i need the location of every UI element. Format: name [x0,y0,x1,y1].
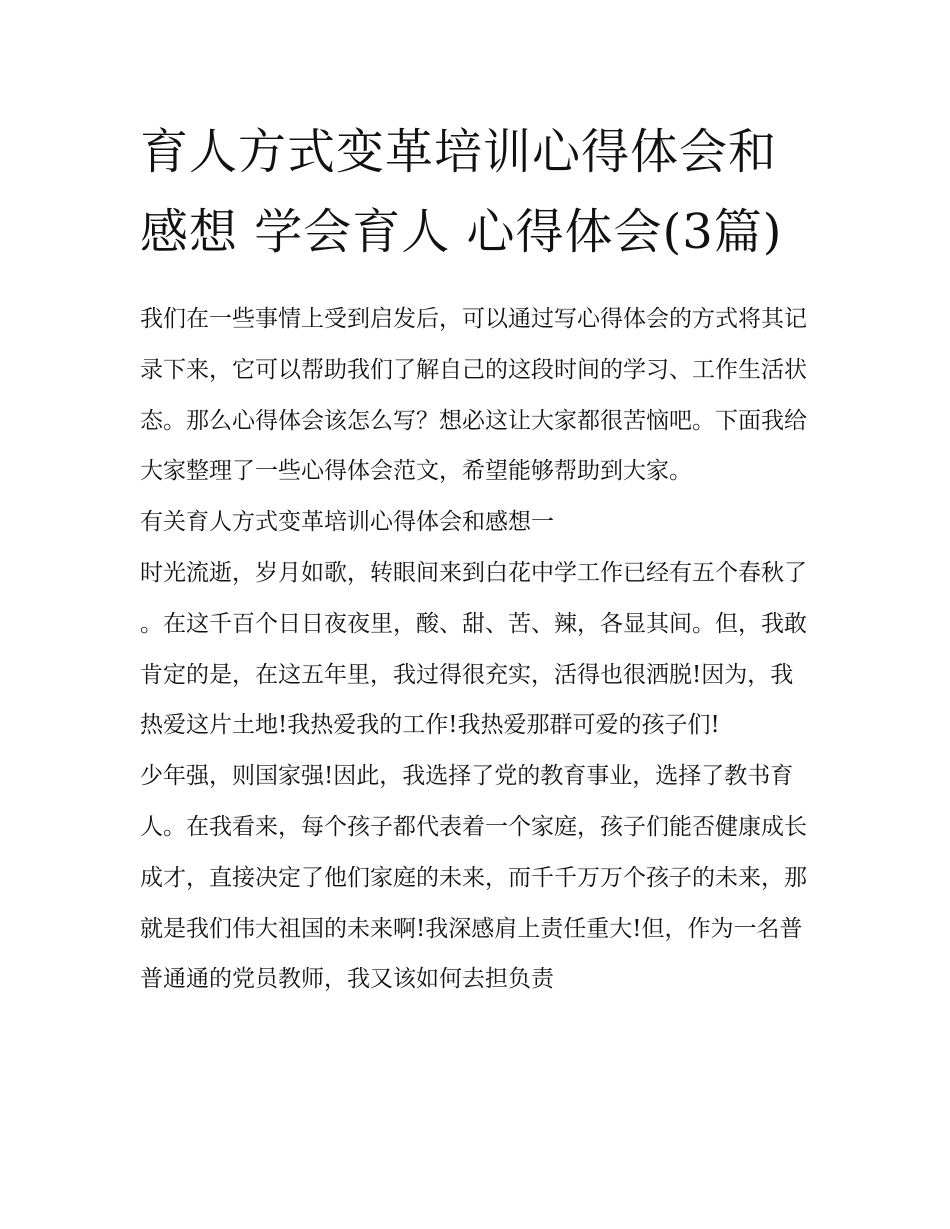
body-paragraph: 少年强，则国家强!因此，我选择了党的教育事业，选择了教书育人。在我看来，每个孩子都代表着一个家庭，孩子们能否健康成长成才，直接决定了他们家庭的未来，而千千万万个孩子的未来，那就是我们伟大祖国的未来啊!我深感肩上责任重大!但，作为一名普普通通的党员教师，我又该如何去担负责 [140,763,807,993]
intro-paragraph: 我们在一些事情上受到启发后，可以通过写心得体会的方式将其记录下来，它可以帮助我们了解自己的这段时间的学习、工作生活状态。那么心得体会该怎么写？想必这让大家都很苦恼吧。下面我给大家整理了一些心得体会范文，希望能够帮助到大家。 [140,306,807,485]
section-heading: 有关育人方式变革培训心得体会和感想一 [140,509,554,536]
body-paragraph: 时光流逝，岁月如歌，转眼间来到白花中学工作已经有五个春秋了。在这千百个日日夜夜里，酸、甜、苦、辣，各显其间。但，我敢肯定的是，在这五年里，我过得很充实，活得也很洒脱!因为，我热爱这片土地!我热爱我的工作!我热爱那群可爱的孩子们! [140,559,807,739]
document-title: 育人方式变革培训心得体会和感想 学会育人 心得体会(3篇) [140,124,783,260]
document-page [140,112,812,1005]
document-body [140,294,812,1005]
